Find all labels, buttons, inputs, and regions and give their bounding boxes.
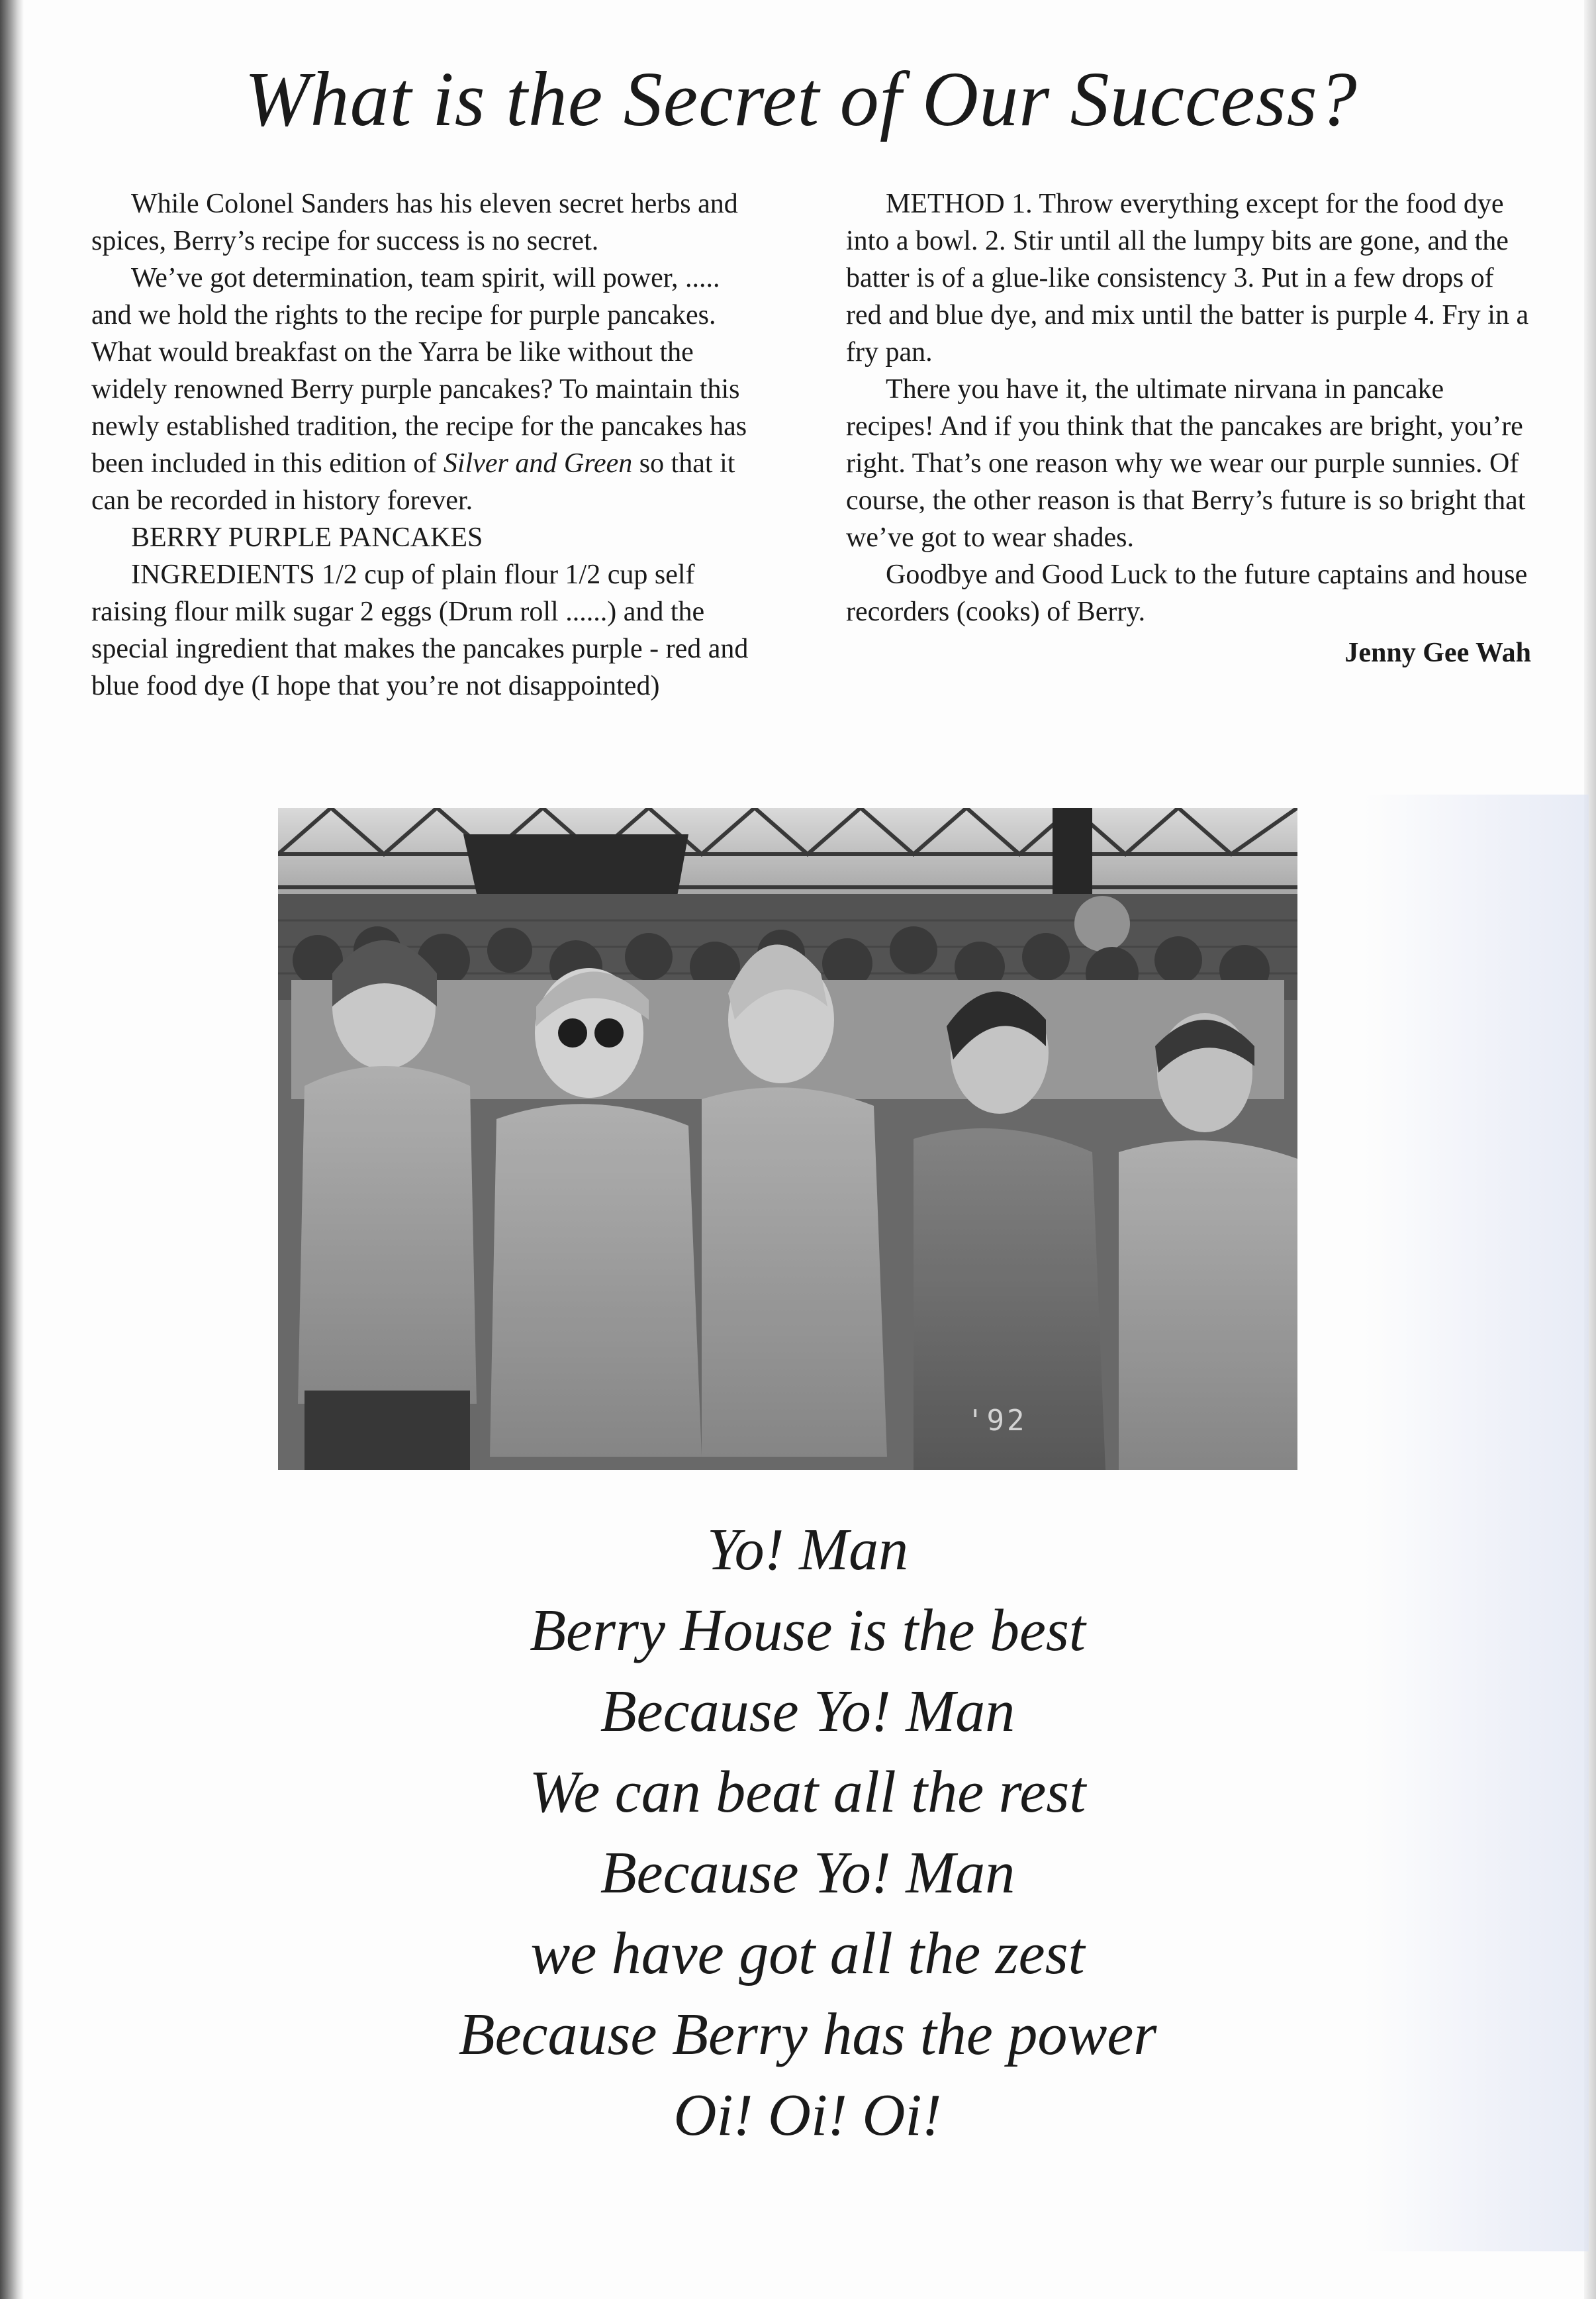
article-paragraph: Goodbye and Good Luck to the future captains and house recorders (cooks) of Berry. [846, 560, 1528, 627]
recipe-method: METHOD 1. Throw everything except for the food dye into a bowl. 2. Stir until all the lumpy bits are gone, and the batter is of a glue-like consistency 3. Put in a few drops of red and blue dye, and mix until the batter is purple 4. Fry in a fry pan. [846, 189, 1529, 367]
chant-line: Berry House is the best [530, 1598, 1086, 1663]
author-byline: Jenny Gee Wah [1344, 638, 1531, 668]
chant-line: Because Yo! Man [600, 1679, 1015, 1744]
book-spine-shadow [0, 0, 24, 2299]
crowd-photo-image [278, 808, 1297, 1470]
chant-line: we have got all the zest [530, 1921, 1085, 1986]
article-right-column [846, 185, 1531, 671]
article-paragraph [91, 260, 767, 519]
publication-title: Silver and Green [443, 448, 633, 479]
recipe-ingredients: INGREDIENTS 1/2 cup of plain flour 1/2 cup self raising flour milk sugar 2 eggs (Drum roll ......) and the special ingredient that makes the pancakes purple - red and blue food dye (I hope that you’re not disappointed) [91, 560, 749, 701]
article-paragraph: There you have it, the ultimate nirvana in pancake recipes! And if you think that the pancakes are bright, you’re right. That’s one reason why we wear our purple sunnies. Of course, the other reason is that Berry’s future is so bright that we’ve got to wear shades. [846, 374, 1526, 553]
page-title: What is the Secret of Our Success? [244, 56, 1358, 142]
page-edge [1584, 0, 1596, 2299]
chant-line: Because Berry has the power [458, 2002, 1157, 2067]
article-text: so that it can be recorded in history forever. [91, 448, 735, 516]
chant-line: Because Yo! Man [600, 1840, 1015, 1906]
chant-line: We can beat all the rest [529, 1759, 1086, 1825]
chant-line: Oi! Oi! Oi! [673, 2082, 942, 2148]
article-paragraph: While Colonel Sanders has his eleven secret herbs and spices, Berry’s recipe for success is no secret. [91, 189, 738, 256]
crowd-photo [278, 808, 1297, 1470]
photo-date-stamp: '92 [966, 1404, 1027, 1438]
chant-line: Yo! Man [706, 1517, 909, 1583]
article-text: We’ve got determination, team spirit, will power, ..... and we hold the rights to the recipe for purple pancakes. What would breakfast on the Yarra be like without the widely renowned Berry purple pancakes? To maintain this newly established tradition, the recipe for the pancakes has been included in this edition of [91, 263, 747, 479]
house-chant [397, 1510, 1218, 2156]
reverse-page-bleed-through [1364, 795, 1589, 2251]
recipe-heading: BERRY PURPLE PANCAKES [131, 522, 483, 553]
article-left-column [91, 185, 767, 705]
